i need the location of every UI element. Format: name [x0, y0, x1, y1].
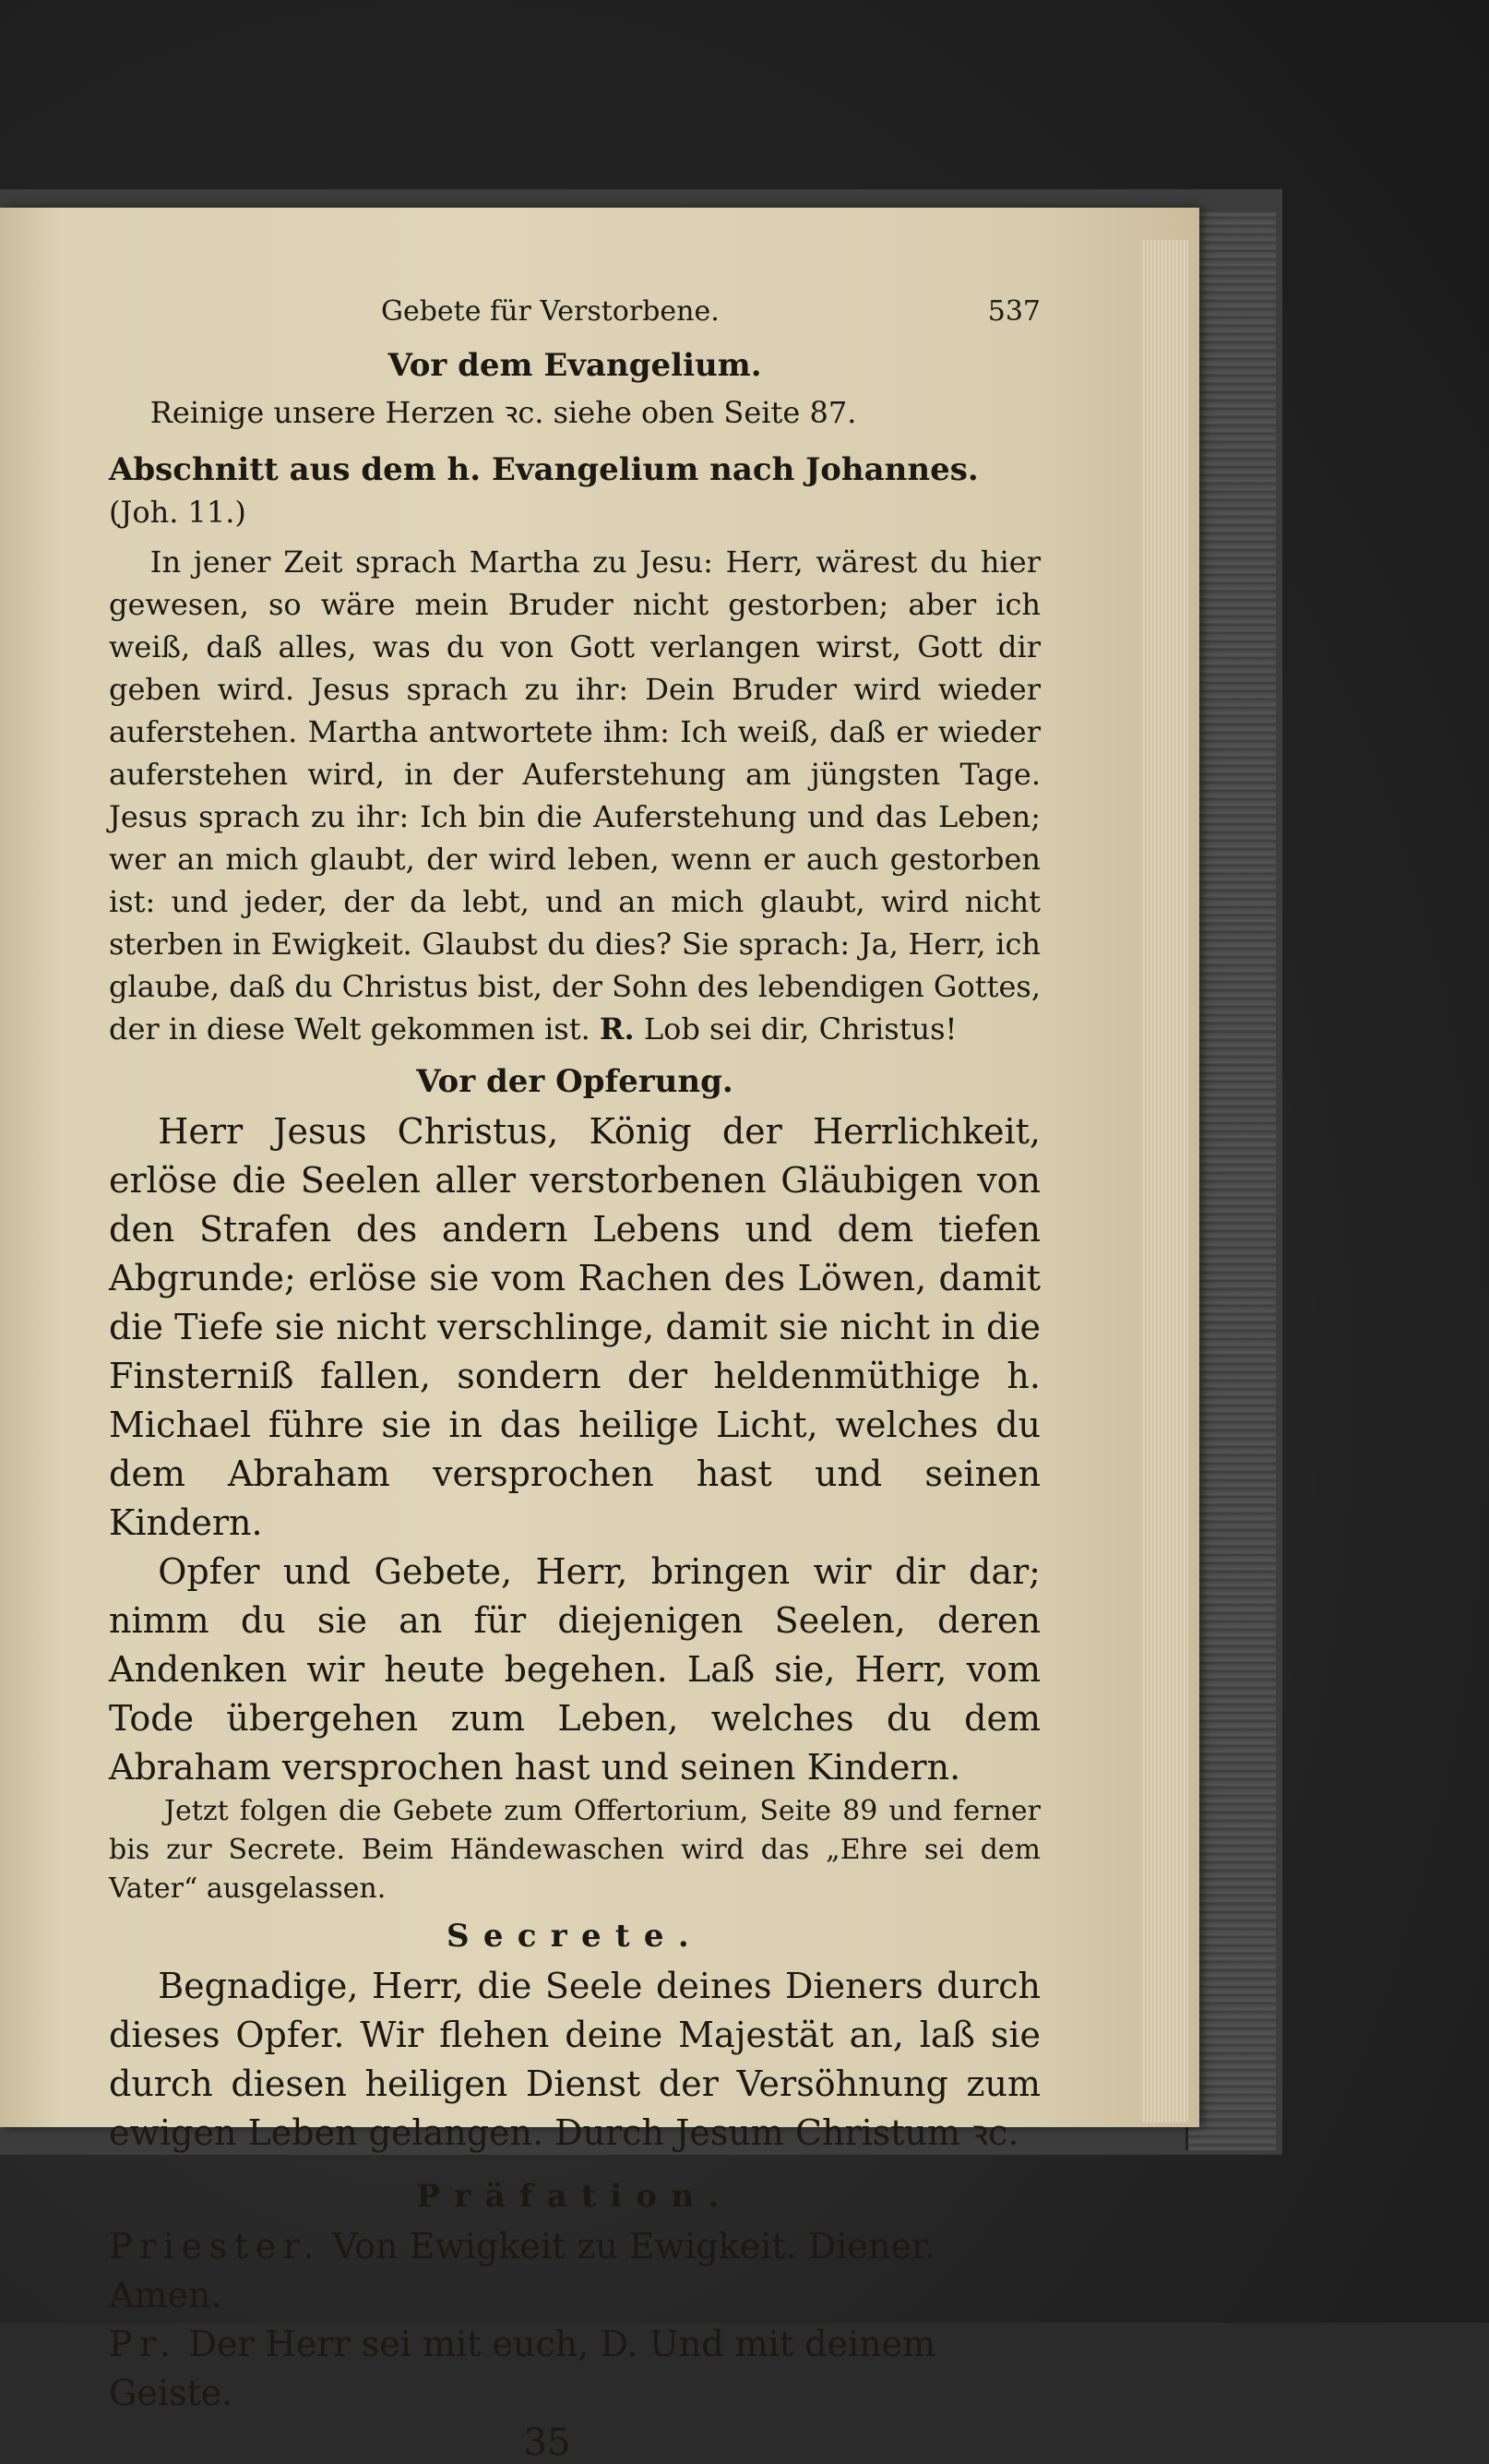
opferung-paragraph-1: Herr Jesus Christus, König der Herrlichkeit, erlöse die Seelen aller verstorbenen Gläubigen von den Strafen des andern Lebens und dem tiefen Abgrunde; erlöse sie vom Rachen des Löwen, damit die Tiefe sie nicht verschlinge, damit sie nicht in die Finsterniß fallen, sondern der heldenmüthige h. Michael führe sie in das heilige Licht, welches du dem Abraham versprochen hast und seinen Kindern.	[109, 1111, 1041, 1543]
praefation-line-2	[109, 2320, 1041, 2418]
praefation-line-1	[109, 2222, 1041, 2320]
evangelium-text: Reinige unsere Herzen ꝛc. siehe oben Seite 87.	[149, 395, 857, 430]
speaker-diener: Diener.	[807, 2226, 935, 2267]
abschnitt-reference: (Joh. 11.)	[109, 495, 246, 530]
heading-secrete: Secrete.	[446, 1918, 703, 1955]
gospel-text	[109, 541, 1041, 1050]
page-stack-edge	[1142, 240, 1188, 2123]
speaker-priester: Priester.	[109, 2226, 322, 2267]
signature-mark: 35	[523, 2422, 571, 2464]
running-header	[109, 286, 1041, 341]
line2-text: Der Herr sei mit euch,	[188, 2324, 590, 2364]
line2-response: Und mit deinem Geiste.	[109, 2324, 936, 2413]
page-number: 537	[987, 295, 1041, 328]
speaker-pr: Pr.	[109, 2324, 178, 2364]
line1-text: Von Ewigkeit zu Ewigkeit.	[332, 2226, 797, 2267]
page-content	[109, 286, 1041, 2464]
heading-opferung: Vor der Opferung.	[416, 1063, 733, 1100]
abschnitt-heading: Abschnitt aus dem h. Evangelium nach Johannes.	[109, 451, 979, 488]
opferung-paragraph-2: Opfer und Gebete, Herr, bringen wir dir dar; nimm du sie an für diejenigen Seelen, deren Andenken wir heute begehen. Laß sie, Herr, vom Tode übergehen zum Leben, welches du dem Abraham versprochen hast und seinen Kindern.	[109, 1551, 1041, 1788]
speaker-d: D.	[600, 2324, 638, 2364]
line1-response: Amen.	[109, 2275, 222, 2315]
running-title: Gebete für Verstorbene.	[381, 295, 720, 328]
heading-praefation: Präfation.	[416, 2178, 733, 2215]
abschnitt-line	[109, 449, 1041, 533]
rubric-text: Jetzt folgen die Gebete zum Offertorium, Seite 89 und ferner bis zur Secrete. Beim Händewaschen wird das „Ehre sei dem Vater“ ausgelassen.	[109, 1795, 1041, 1905]
heading-evangelium: Vor dem Evangelium.	[387, 347, 762, 384]
gospel-body: In jener Zeit sprach Martha zu Jesu: Herr, wärest du hier gewesen, so wäre mein Bruder nicht gestorben; aber ich weiß, daß alles, was du von Gott verlangen wirst, Gott dir geben wird. Jesus sprach zu ihr: Dein Bruder wird wieder auferstehen. Martha antwortete ihm: Ich weiß, daß er wieder auferstehen wird, in der Auferstehung am jüngsten Tage. Jesus sprach zu ihr: Ich bin die Auferstehung und das Leben; wer an mich glaubt, der wird leben, wenn er auch gestorben ist: und jeder, der da lebt, und an mich glaubt, wird nicht sterben in Ewigkeit. Glaubst du dies? Sie sprach: Ja, Herr, ich glaube, daß du Christus bist, der Sohn des lebendigen Gottes, der in diese Welt gekommen ist.	[109, 544, 1041, 1047]
gospel-response: Lob sei dir, Christus!	[643, 1011, 958, 1047]
response-marker: R.	[599, 1011, 635, 1047]
secrete-text: Begnadige, Herr, die Seele deines Dieners durch dieses Opfer. Wir flehen deine Majestät an, laß sie durch diesen heiligen Dienst der Versöhnung zum ewigen Leben gelangen. Durch Jesum Christum ꝛc.	[109, 1966, 1041, 2153]
